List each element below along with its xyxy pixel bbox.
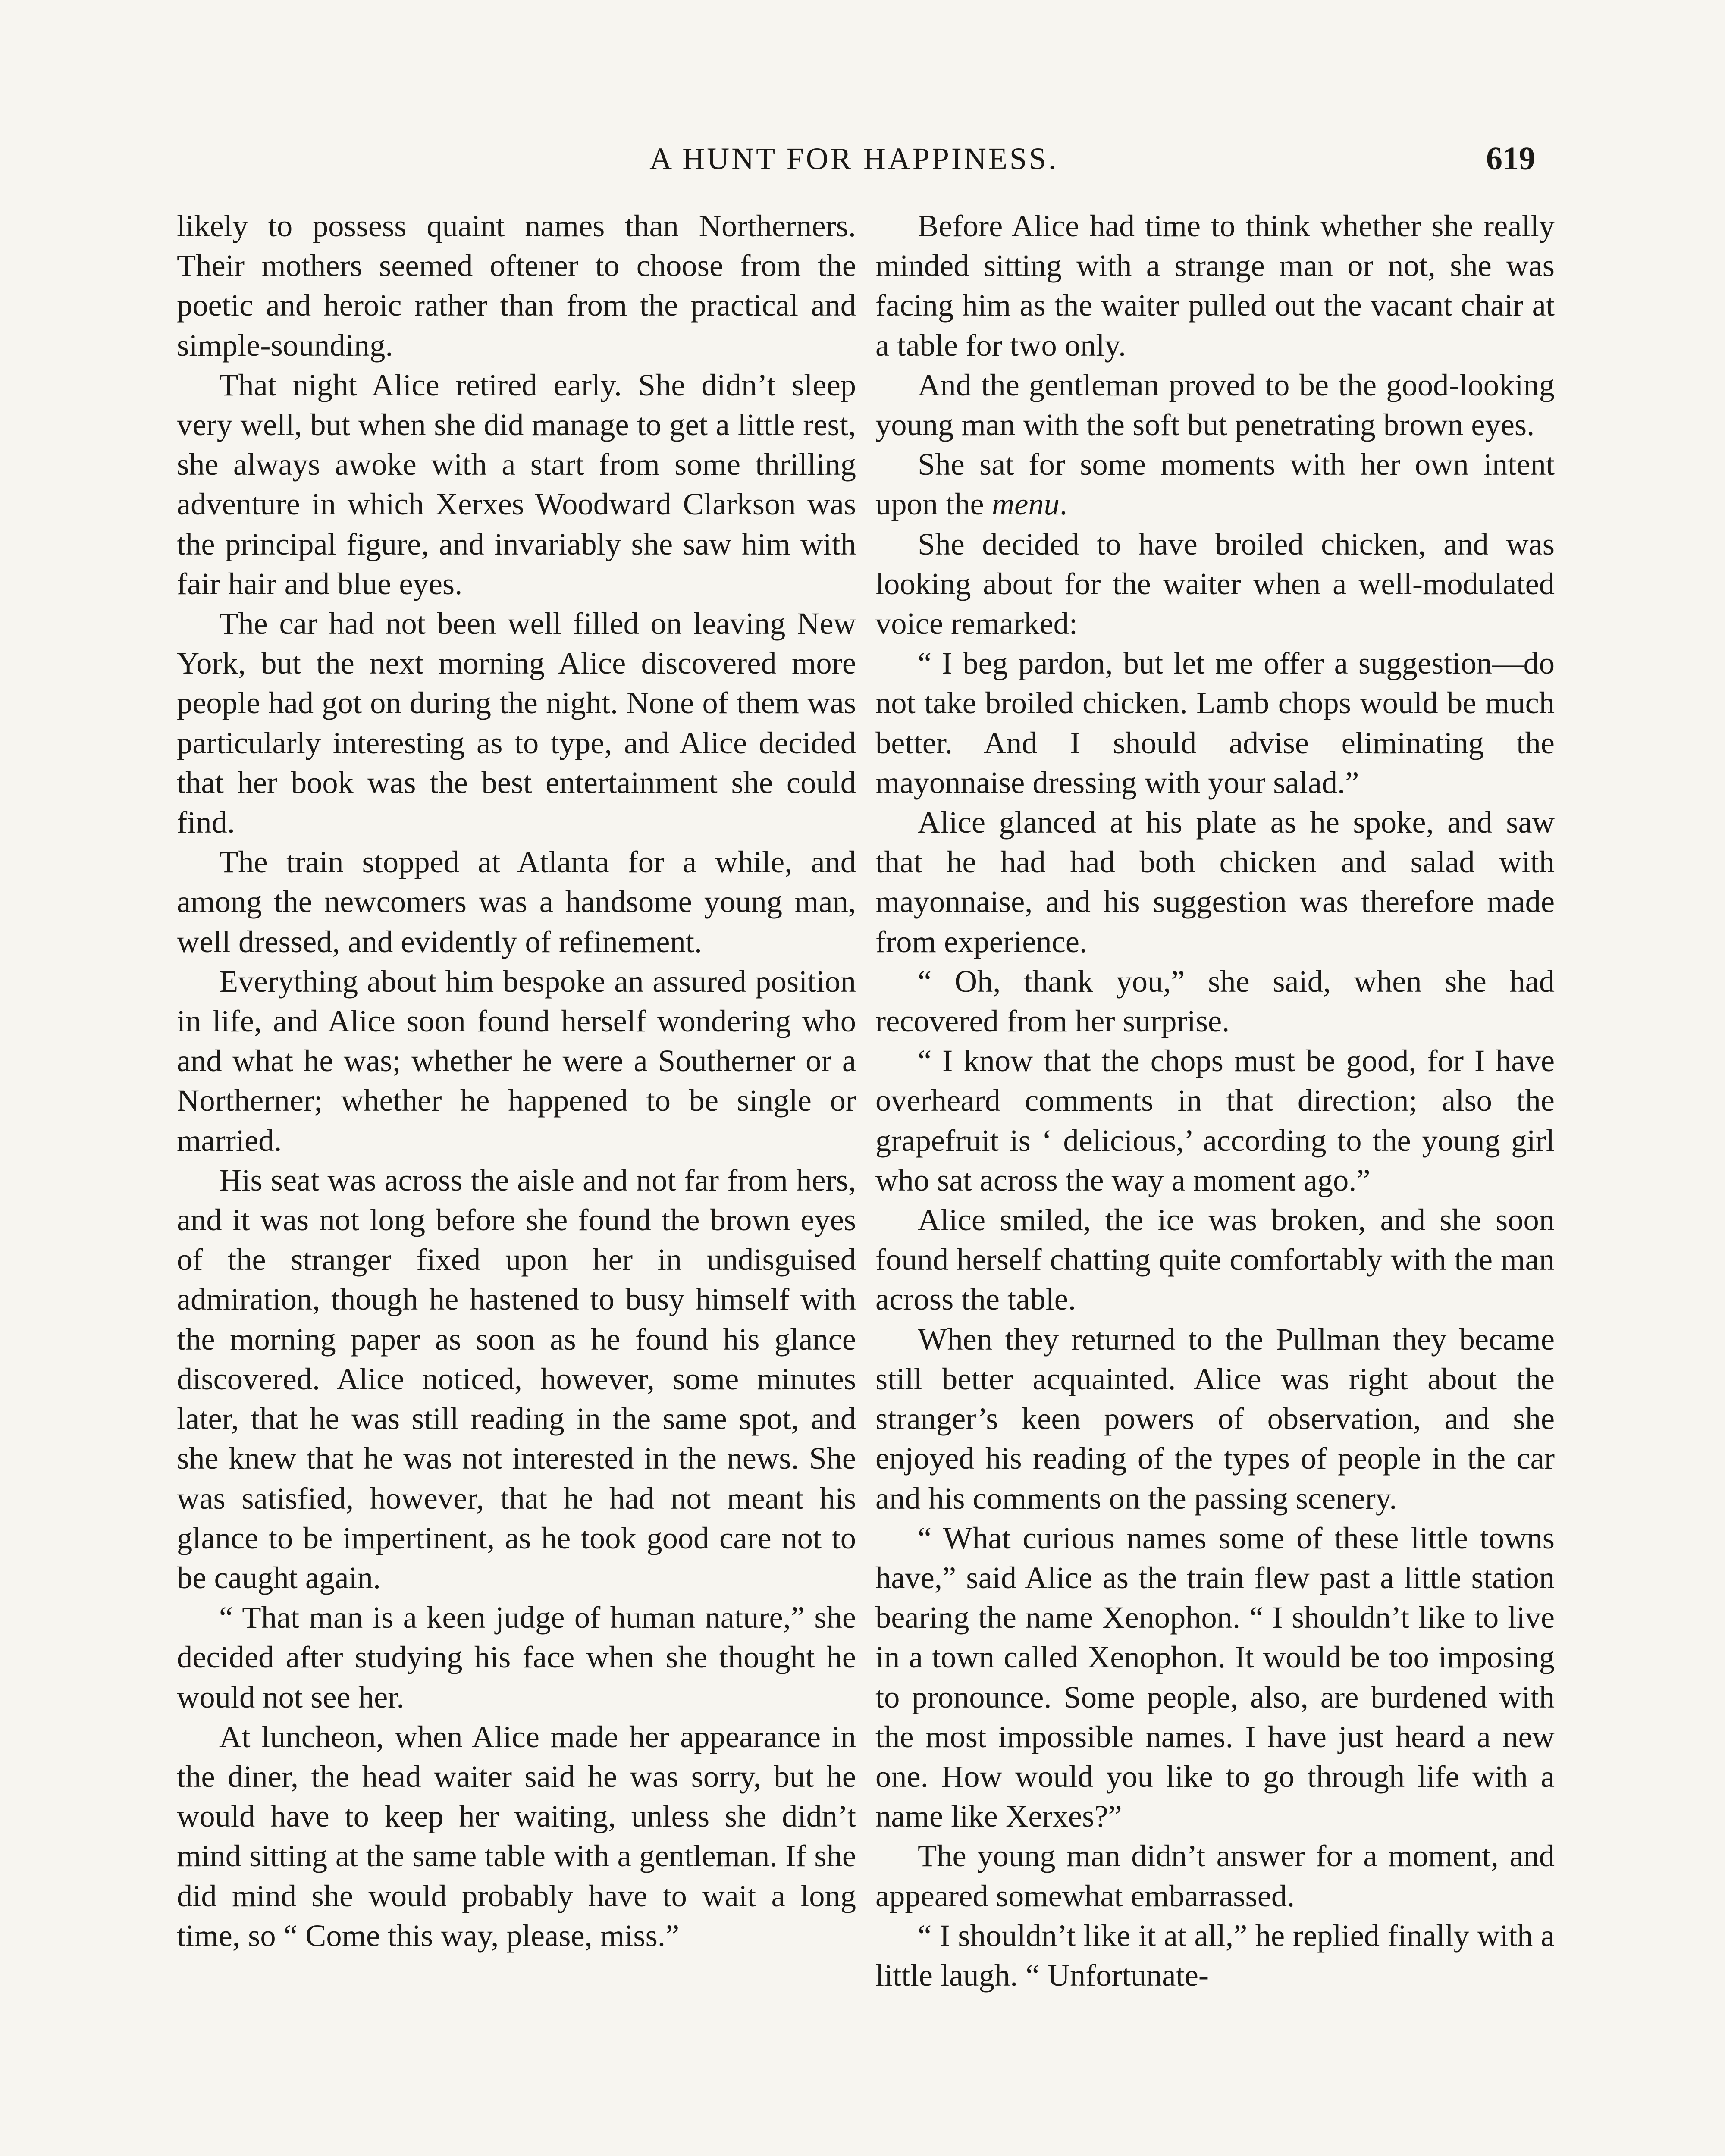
paragraph: She decided to have broiled chicken, and was looking about for the waiter when a well-modulated voice remarked: xyxy=(875,526,1555,641)
paragraph: His seat was across the aisle and not far from hers, and it was not long before she found the brown eyes of the stranger fixed upon her in undisguised admiration, though he hastened to busy himself with the morning paper as soon as he found his glance discovered. Alice noticed, however, some minutes later, that he was still reading in the same spot, and she knew that he was not interested in the news. She was satisfied, however, that he had not meant his glance to be impertinent, as he took good care not to be caught again. xyxy=(177,1162,856,1595)
paragraph: The young man didn’t answer for a moment, and appeared somewhat embarrassed. xyxy=(875,1838,1555,1913)
running-head xyxy=(172,137,1535,180)
paragraph: The car had not been well filled on leaving New York, but the next morning Alice discovered more people had got on during the night. None of them was particularly interesting as to type, and Alice decided that her book was the best entertainment she could find. xyxy=(177,606,856,840)
paragraph: “ Oh, thank you,” she said, when she had recovered from her surprise. xyxy=(875,963,1555,1039)
paragraph: At luncheon, when Alice made her appearance in the diner, the head waiter said he was sorry, but he would have to keep her waiting, unless she didn’t mind sitting at the same table with a gentleman. If she did mind she would probably have to wait a long time, so “ Come this way, please, miss.” xyxy=(177,1719,856,1953)
paragraph: Alice smiled, the ice was broken, and she soon found herself chatting quite comfortably with the man across the table. xyxy=(875,1202,1555,1317)
page-number: 619 xyxy=(1486,141,1535,177)
paragraph: The train stopped at Atlanta for a while, and among the newcomers was a handsome young man, well dressed, and evidently of refinement. xyxy=(177,844,856,959)
paragraph-text: She sat for some moments with her own intent upon the xyxy=(875,447,1555,522)
paragraph: Alice glanced at his plate as he spoke, and saw that he had had both chicken and salad with mayonnaise, and his suggestion was therefore made from experience. xyxy=(875,805,1555,959)
italic-word: menu xyxy=(991,486,1060,522)
paragraph: “ That man is a keen judge of human nature,” she decided after studying his face when she thought he would not see her. xyxy=(177,1600,856,1714)
paragraph: “ I know that the chops must be good, for I have overheard comments in that direction; also the grapefruit is ‘ delicious,’ according to the young girl who sat across the way a moment ago.” xyxy=(875,1043,1555,1197)
paragraph-punctuation: . xyxy=(1059,486,1067,522)
paragraph: “ What curious names some of these little towns have,” said Alice as the train flew past a little station bearing the name Xenophon. “ I shouldn’t like to live in a town called Xenophon. It would be too imposing to pronounce. Some people, also, are burdened with the most impossible names. I have just heard a new one. How would you like to go through life with a name like Xerxes?” xyxy=(875,1520,1555,1834)
right-column xyxy=(875,206,1555,1995)
paragraph: When they returned to the Pullman they became still better acquainted. Alice was right about the stranger’s keen powers of observation, and she enjoyed his reading of the types of people in the car and his comments on the passing scenery. xyxy=(875,1321,1555,1516)
paragraph: likely to possess quaint names than Northerners. Their mothers seemed oftener to choose from the poetic and heroic rather than from the practical and simple-sounding. xyxy=(177,208,856,363)
paragraph: And the gentleman proved to be the good-looking young man with the soft but penetrating brown eyes. xyxy=(875,367,1555,442)
page-title: A HUNT FOR HAPPINESS. xyxy=(649,141,1058,176)
paragraph: “ I shouldn’t like it at all,” he replied finally with a little laugh. “ Unfortunate- xyxy=(875,1918,1555,1993)
left-column xyxy=(177,206,856,1955)
paragraph: That night Alice retired early. She didn’t sleep very well, but when she did manage to get a little rest, she always awoke with a start from some thrilling adventure in which Xerxes Woodward Clarkson was the principal figure, and invariably she saw him with fair hair and blue eyes. xyxy=(177,367,856,601)
paragraph: Everything about him bespoke an assured position in life, and Alice soon found herself wondering who and what he was; whether he were a Southerner or a Northerner; whether he happened to be single or married. xyxy=(177,963,856,1158)
paragraph: Before Alice had time to think whether she really minded sitting with a strange man or not, she was facing him as the waiter pulled out the vacant chair at a table for two only. xyxy=(875,208,1555,363)
paragraph: “ I beg pardon, but let me offer a suggestion—do not take broiled chicken. Lamb chops would be much better. And I should advise eliminating the mayonnaise dressing with your salad.” xyxy=(875,646,1555,800)
paragraph xyxy=(875,445,1555,524)
